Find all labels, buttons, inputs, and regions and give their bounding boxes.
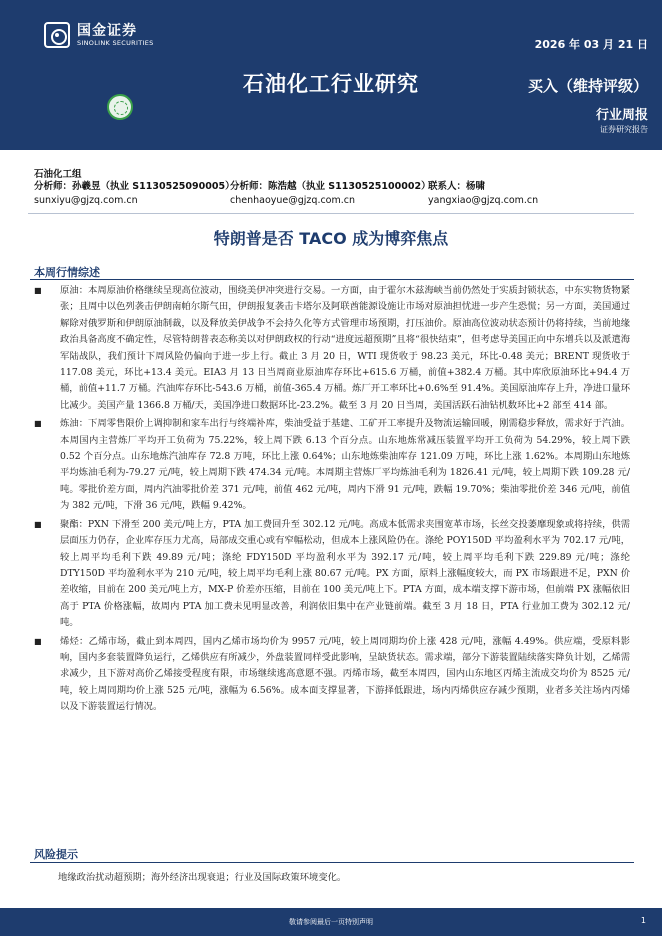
summary-bullets [34, 283, 630, 718]
section-title-risk: 风险提示 [34, 848, 78, 861]
section-divider [30, 279, 634, 280]
analyst-name: 分析师：陈浩越（执业 S1130525100002） [230, 181, 431, 192]
contact-name: 联系人：杨啸 [428, 181, 486, 192]
contact-email[interactable]: yangxiao@gjzq.com.cn [428, 195, 539, 206]
report-header [0, 0, 662, 150]
section-title-summary: 本周行情综述 [34, 266, 100, 279]
section-divider [30, 862, 634, 863]
bullet-olefins: ■ 烯烃：乙烯市场，截止到本周四，国内乙烯市场均价为 9957 元/吨，较上周同期均价上涨 428 元/吨，涨幅 4.49%。供应端，受原料影响，国内多套装置降负运行，乙烯供应有所减少，外盘装置同样受此影响，呈缺货状态。需求端，部分下游装置陆续落实降负计划，乙烯需求减少，且下游对高价乙烯接受程度有限，市场继续逃高意愿不强。丙烯市场，截至本周四，国内山东地区丙烯主流成交均价为 8525 元/吨，较上周同期均价上涨 525 元/吨，涨幅为 6.56%。成本面支撑显著，下游择低跟进，场内丙烯供应存减少预期，业者多关注场内丙烯以及下游装置运行情况。 [34, 634, 630, 716]
report-title: 石油化工行业研究 [243, 72, 419, 96]
bullet-polyester: ■ 聚酯：PXN 下滑至 200 美元/吨上方，PTA 加工费回升至 302.12 元/吨。高成本低需求夹围宽革市场，长丝交投萎靡现象或将持续，供需层面压力仍存，企业库存压力尤高，局部成交重心或有窄幅松动，但成本上涨风险仍在。涤纶 POY150D 平均盈利水平为 702.17 元/吨，较上周平均毛利下跌 49.89 元/吨；涤纶 FDY150D 平均盈利水平为 392.17 元/吨，较上周平均毛利下跌 229.89 元/吨；涤纶 DTY150D 平均盈利水平为 210 元/吨，较上周平均毛利上涨 80.67 元/吨。PX 方面，原料上涨幅度较大，而 PX 市场跟进不足，PXN 价差收缩，目前在 200 美元/吨上方，MX-P 价差亦压缩，目前在 100 美元/吨上下。PTA 方面，成本端支撑下游市场，但前端 PX 涨幅依旧高于 PTA 价格涨幅，故周内 PTA 加工费未见明显改善，利润依旧集中在产业链前端。截至 3 月 18 日，PTA 行业加工费为 302.12 元/吨。 [34, 517, 630, 632]
logo-mark-icon [44, 22, 70, 48]
page-footer [0, 908, 662, 936]
logo-en: SINOLINK SECURITIES [77, 38, 154, 47]
bullet-refining: ■ 炼油：下周零售限价上调抑制和家车出行与终端补库，柴油受益于基建、工矿开工率提升及物流运输回暖，刚需稳步释放，需求好于汽油。本周国内主营炼厂平均开工负荷为 75.22%，较上周下跌 6.13 个百分点。山东地炼常减压装置平均开工负荷为 54.29%，较上周下跌 0.52 个百分点。山东地炼汽油库存 72.8 万吨，环比上涨 0.64%；山东地炼柴油库存 121.09 万吨，环比上涨 1.62%。本周期山东地炼平均炼油毛利为-79.27 元/吨，较上周期下跌 474.34 元/吨。本周期主营炼厂平均炼油毛利为 1826.41 元/吨，较上周期下跌 109.28 元/吨。零批价差方面，周内汽油零批价差 371 元/吨，前值 462 元/吨，周内下滑 91 元/吨，跌幅 19.70%；柴油零批价差 346 元/吨，前值为 382 元/吨，下滑 36 元/吨，跌幅 9.42%。 [34, 416, 630, 514]
analyst-2 [230, 180, 431, 208]
divider [28, 213, 634, 214]
report-type: 行业周报 [595, 108, 648, 123]
report-date: 2026 年 03 月 21 日 [534, 38, 648, 51]
bullet-crude-oil: ■ 原油：本周原油价格继续呈现高位波动，围绕美伊冲突进行交易。一方面，由于霍尔木兹海峡当前仍然处于实质封锁状态，中东实物货物紧张；且周中以色列袭击伊朗南帕尔斯气田，伊朗报复袭击卡塔尔及阿联酋能源设施让市场对原油担忧进一步产生恐慌；另一方面，美国通过解除对俄罗斯和伊朗原油制裁，以及释放美伊战争不会持久化等方式管理市场预期，打压油价。原油高位波动状态预计仍将持续，当前地缘政治具备高度不确定性，尽管特朗普表态称美以对伊朗政权的行动“进度远超预期”且将“很快结束”，但考虑导美国正向中东增兵以及派遣海军陆战队，我们预计下周风险仍偏向于进一步上行。截止 3 月 20 日，WTI 现货收于 98.23 美元，环比-0.48 美元；BRENT 现货收于 117.08 美元，环比+13.4 美元。EIA3 月 13 日当周商业原油库存环比+615.6 万桶，前值+382.4 万桶。其中库欣原油环比+94.4 万桶，前值+11.7 万桶。汽油库存环比-543.6 万桶，前值-365.4 万桶。炼厂开工率环比+0.6%至 91.4%。美国原油库存上升，净进口量环比减少。美国产量 1366.8 万桶/天，美国净进口数据环比-23.2%。截至 3 月 20 日当周，美国活跃石油钻机数环比+2 部至 414 部。 [34, 283, 630, 414]
company-logo [44, 22, 154, 48]
logo-cn: 国金证券 [77, 22, 137, 39]
analyst-email[interactable]: sunxiyu@gjzq.com.cn [34, 195, 138, 206]
analyst-list [34, 180, 634, 210]
footer-note: 敬请参阅最后一页特别声明 [289, 918, 373, 926]
analyst-name: 分析师：孙羲昱（执业 S1130525090005） [34, 181, 235, 192]
analyst-1 [34, 180, 235, 208]
page-number: 1 [640, 916, 646, 925]
headline: 特朗普是否 TACO 成为博弈焦点 [213, 229, 449, 248]
contact-1 [428, 180, 538, 208]
risk-text: 地缘政治扰动超预期；海外经济出现衰退；行业及国际政策环境变化。 [58, 872, 347, 883]
analyst-email[interactable]: chenhaoyue@gjzq.com.cn [230, 195, 356, 206]
analyst-group: 石油化工组 [34, 169, 82, 180]
rating: 买入（维持评级） [527, 77, 648, 95]
report-subtype: 证券研究报告 [600, 125, 648, 134]
